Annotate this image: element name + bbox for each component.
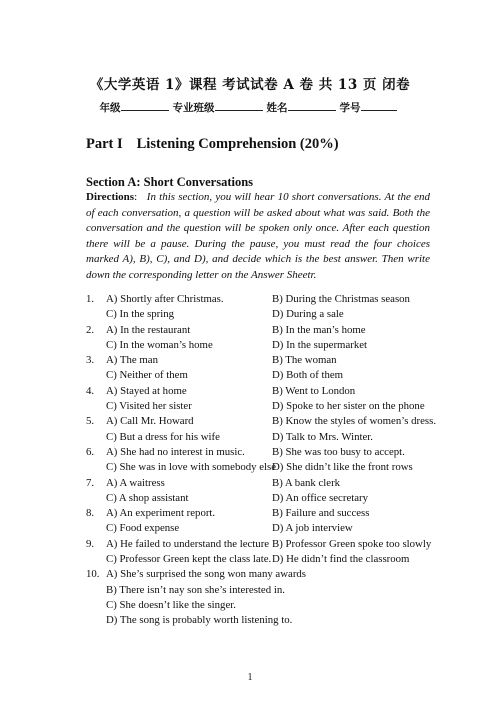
question-row [86,506,446,521]
question-number: 6. [86,445,95,458]
answer-choice: D) During a sale [272,308,344,321]
question-number: 2. [86,323,95,336]
part-title: Listening Comprehension (20%) [136,136,339,152]
answer-choice: D) The song is probably worth listening to. [106,614,293,627]
directions-paragraph: Directions: In this section, you will hear 10 short conversations. At the end of each conversation, a question will be asked about what was said. Both the conversation and the question will be spoken only once. After each question there will be a pause. During the pause, you must read the four choices marked A), B), C), and D), and decide which is the best answer. Then write down the corresponding letter on the Answer Sheetr. [86,191,430,281]
question-row [86,613,446,628]
question-number: 5. [86,415,95,428]
question-row [86,445,446,460]
question-row [86,353,446,368]
answer-choice: B) In the man’s home [272,323,366,336]
question-row [86,338,446,353]
answer-choice: C) Neither of them [106,369,188,382]
answer-choice: D) Both of them [272,369,344,382]
answer-choice: D) Talk to Mrs. Winter. [272,430,373,443]
question-row [86,368,446,383]
answer-choice: D) An office secretary [272,491,369,504]
question-row [86,537,446,552]
answer-choice: A) She had no interest in music. [106,445,245,458]
answer-choice: C) A shop assistant [106,491,189,504]
question-row [86,521,446,536]
part-heading [86,136,339,153]
student-info-line [0,100,500,115]
answer-choice: C) Professor Green kept the class late. [106,553,272,566]
answer-choice: D) He didn’t find the classroom [272,553,410,566]
section-title: Section A: Short Conversations [86,175,254,189]
info-label: 年级 [99,102,121,114]
question-number: 7. [86,476,95,489]
answer-choice: A) He failed to understand the lecture [106,537,270,550]
question-number: 10. [86,568,100,581]
answer-choice: A) In the restaurant [106,323,191,336]
answer-choice: B) Know the styles of women’s dress. [272,415,437,428]
answer-choice: C) Visited her sister [106,400,192,413]
question-row [86,399,446,414]
answer-choice: D) She didn’t like the front rows [272,461,413,474]
question-list [86,292,446,629]
answer-choice: B) The woman [272,354,337,367]
answer-choice: A) The man [106,354,158,367]
question-number: 3. [86,354,95,367]
answer-choice: B) There isn’t nay son she’s interested in. [106,583,285,596]
info-label: 学号 [339,102,361,114]
answer-choice: B) She was too busy to accept. [272,445,405,458]
answer-choice: C) Food expense [106,522,180,535]
question-row [86,460,446,475]
question-number: 1. [86,293,95,305]
answer-choice: A) Stayed at home [106,384,187,397]
answer-choice: C) She was in love with somebody else [106,461,277,474]
answer-choice: A) A waitress [106,476,165,489]
question-row [86,491,446,506]
question-row [86,414,446,429]
question-row [86,583,446,598]
question-row [86,323,446,338]
question-number: 4. [86,384,95,397]
answer-choice: A) She’s surprised the song won many awards [106,568,307,581]
info-blank-field[interactable] [361,100,397,111]
question-row [86,384,446,399]
answer-choice: D) Spoke to her sister on the phone [272,400,425,413]
info-blank-field[interactable] [215,100,263,111]
answer-choice: C) In the spring [106,308,175,321]
question-row [86,307,446,322]
question-row [86,598,446,613]
question-row [86,292,446,307]
page-number: 1 [247,672,253,683]
question-number: 9. [86,537,95,550]
answer-choice: B) Professor Green spoke too slowly [272,537,432,550]
answer-choice: B) Went to London [272,384,356,397]
question-row [86,476,446,491]
directions-label: Directions [86,191,135,203]
answer-choice: A) Call Mr. Howard [106,415,194,428]
answer-choice: B) Failure and success [272,507,370,520]
info-label: 姓名 [266,102,288,114]
answer-choice: B) A bank clerk [272,476,341,489]
answer-choice: C) She doesn’t like the singer. [106,598,236,611]
directions-text: In this section, you will hear 10 short conversations. At the end of each conversation, a question will be asked about what was said. Both the conversation and the question will be spoken only once. After each question there will be a pause. During the pause, you must read the four choices marked A), B), C), and D), and decide which is the best answer. Then write down the corresponding letter on the Answer Sheetr. [86,191,430,281]
answer-choice: A) An experiment report. [106,507,216,520]
part-number: Part I [86,136,123,152]
info-blank-field[interactable] [288,100,336,111]
answer-choice: C) In the woman’s home [106,338,213,351]
answer-choice: B) During the Christmas season [272,293,410,305]
answer-choice: D) A job interview [272,522,353,535]
answer-choice: A) Shortly after Christmas. [106,293,224,305]
info-blank-field[interactable] [121,100,169,111]
question-row [86,567,446,582]
answer-choice: D) In the supermarket [272,338,368,351]
answer-choice: C) But a dress for his wife [106,430,220,443]
question-row [86,430,446,445]
info-label: 专业班级 [172,102,215,114]
question-row [86,552,446,567]
question-number: 8. [86,507,95,520]
exam-title: 《大学英语 1》课程 考试试卷 A 卷 共 13 页 闭卷 [89,77,411,93]
